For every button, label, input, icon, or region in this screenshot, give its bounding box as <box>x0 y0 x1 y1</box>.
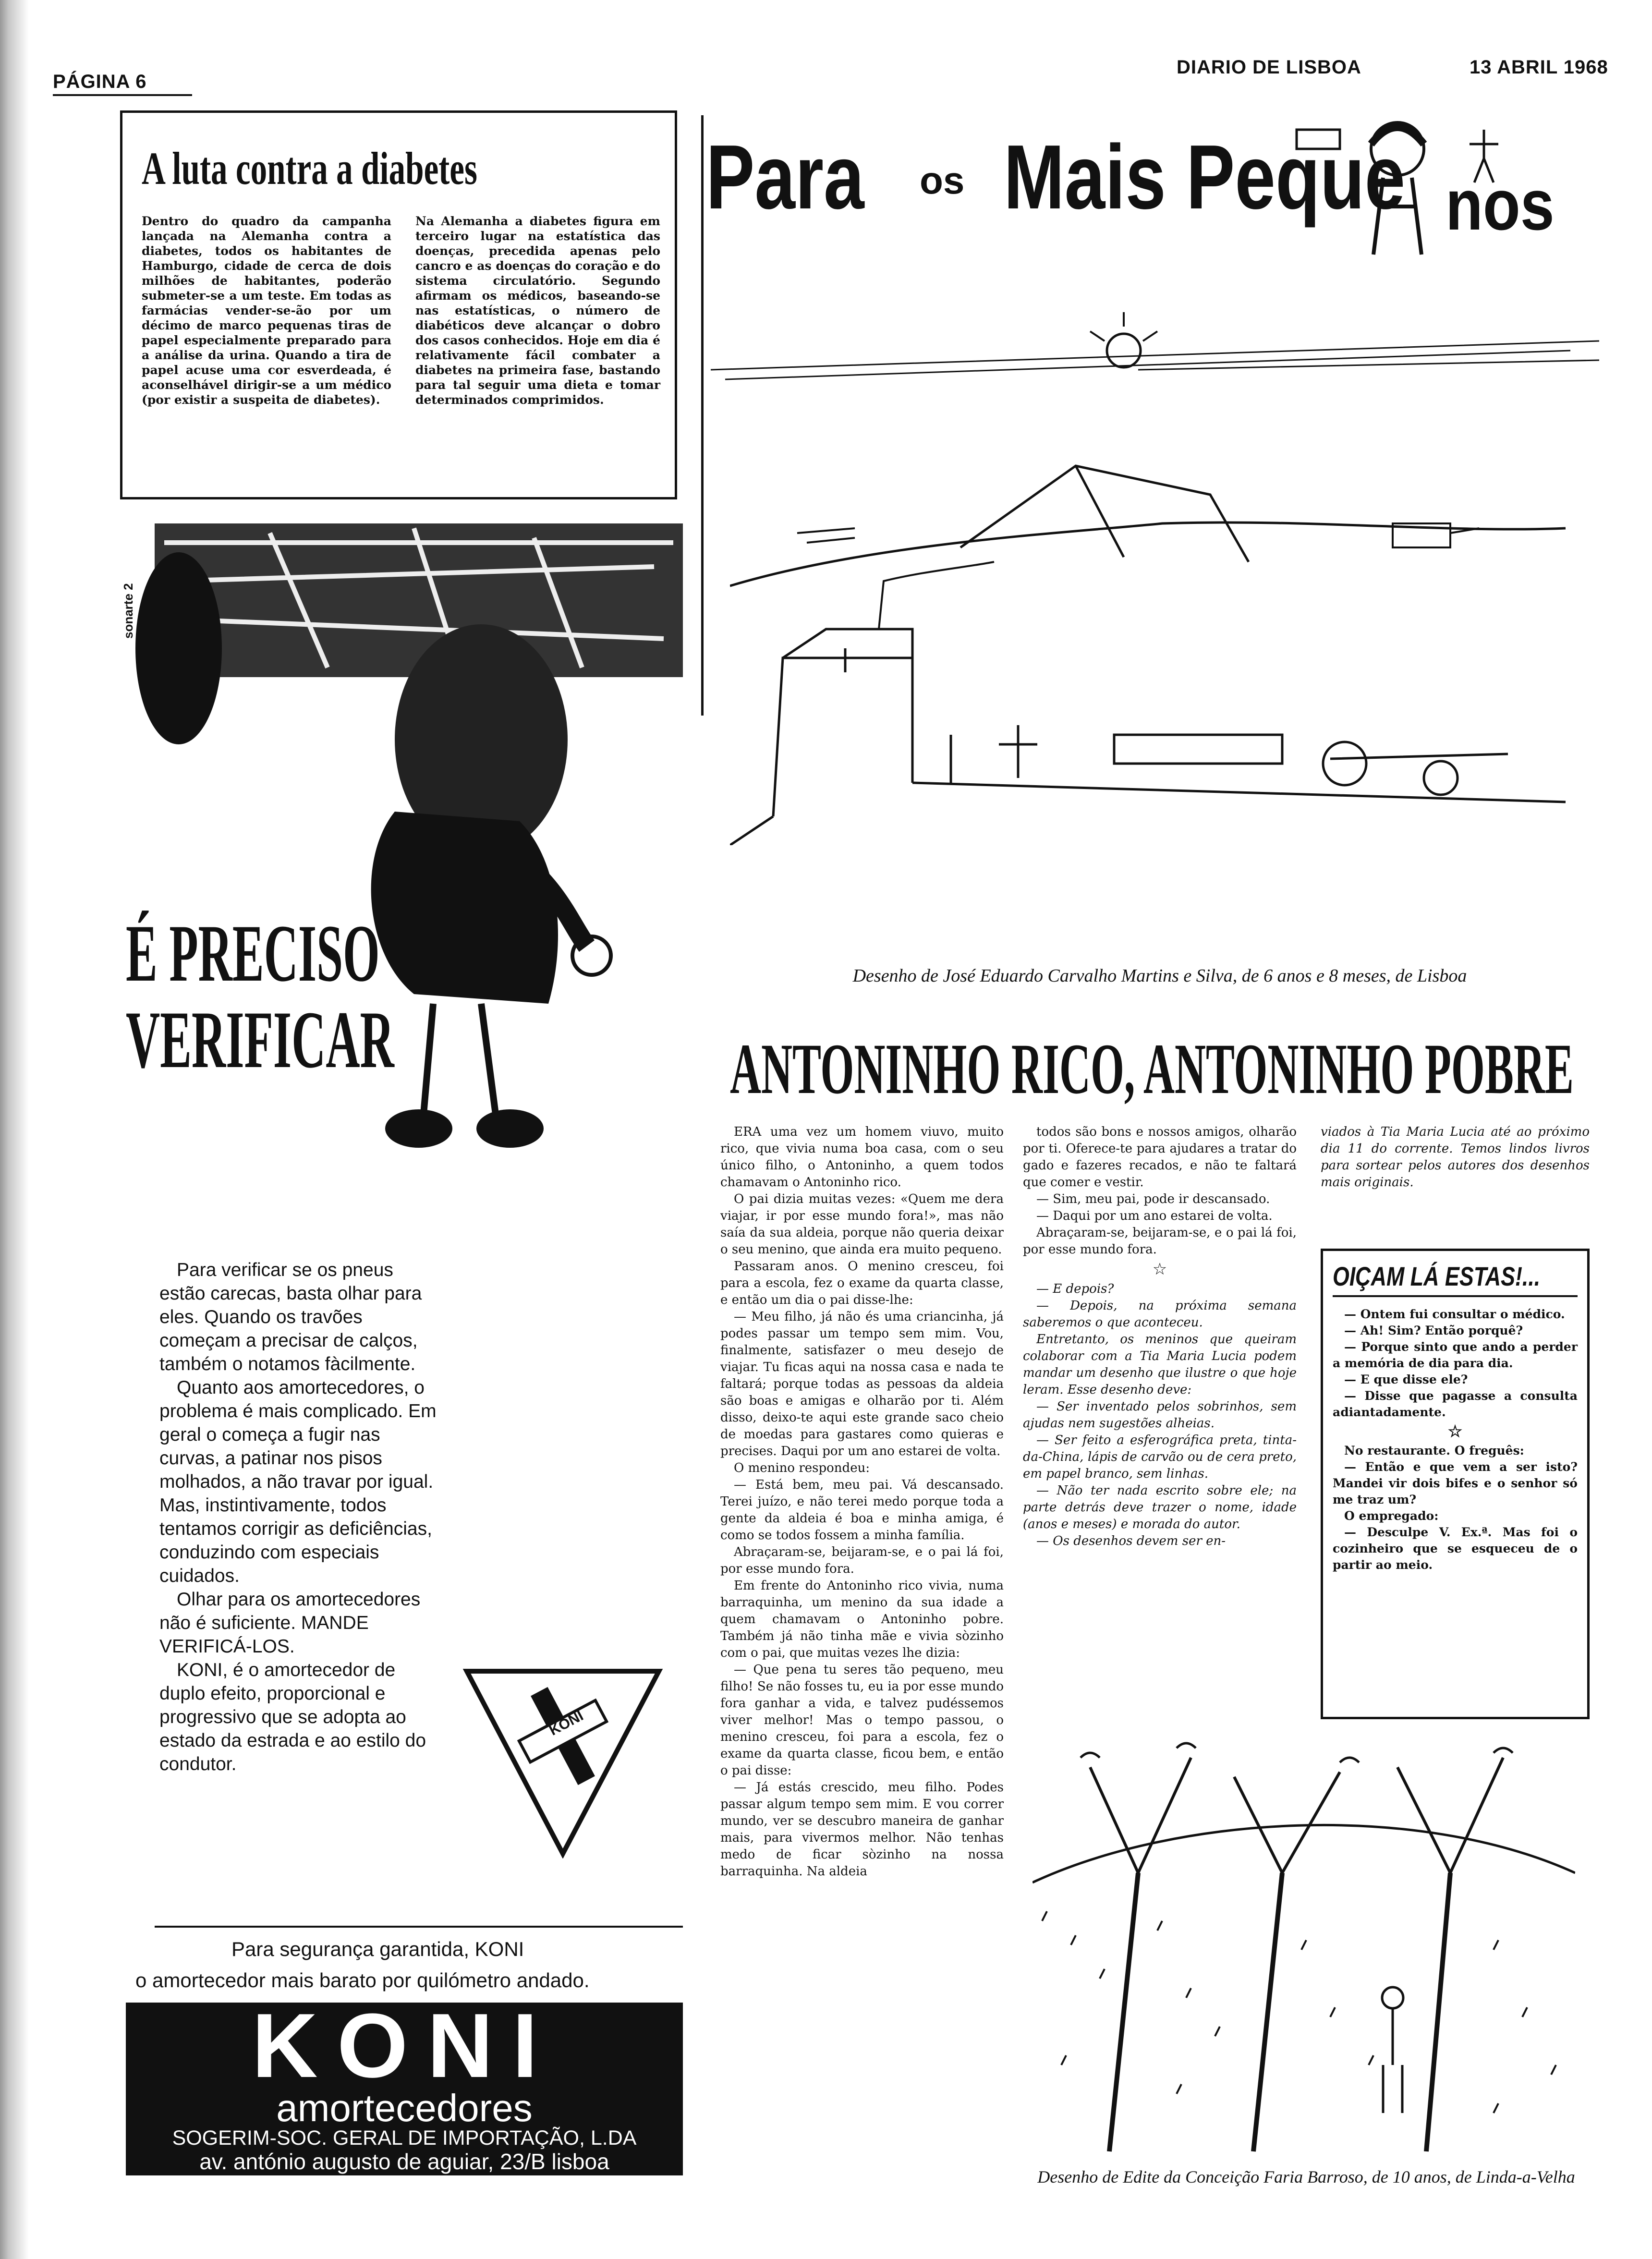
jokes-box <box>1321 1249 1590 1719</box>
story-para: — Está bem, meu pai. Vá descansado. Terei juízo, e não terei medo porque toda a gente da aldeia é boa e minha amiga, é como se todos fossem a minha família. <box>720 1478 1004 1542</box>
shoe-right <box>476 1109 544 1148</box>
smoke-drawing <box>879 562 994 629</box>
story-para: Abraçaram-se, beijaram-se, e o pai lá foi, por esse mundo fora. <box>720 1545 1004 1576</box>
story-para: O pai dizia muitas vezes: «Quem me dera viajar, ir por esse mundo fora!», mas não saía da sua aldeia, porque não queria deixar o seu menino, que ainda era muito pequeno. <box>720 1192 1004 1257</box>
ad-body-para: Quanto aos amortecedores, o problema é mais complicado. Em geral o começa a fugir nas curvas, a patinar nos pisos molhados, a não travar por igual. Mas, instintivamente, todos tentamos corrigir as deficiências, conduzindo com especiais cuidados. <box>159 1377 437 1586</box>
story-para: — Ser inventado pelos sobrinhos, sem ajudas nem sugestões alheias. <box>1023 1399 1297 1431</box>
jokes-body <box>1333 1306 1578 1573</box>
banner-word: Mais <box>1004 126 1166 228</box>
body-drawing <box>371 812 558 1004</box>
banner-word: nos <box>1446 164 1555 245</box>
ad-headline-2: VERIFICAR <box>126 995 394 1085</box>
koni-badge-text: KONI <box>547 1708 586 1739</box>
story-para: ERA uma vez um homem viuvo, muito rico, que vivia numa boa casa, com o seu único filho, o Antoninho, a quem todos chamavam o Antoninho rico. <box>720 1125 1004 1190</box>
story-para: — E depois? <box>1036 1282 1114 1296</box>
diabetes-col-2: Na Alemanha a diabetes figura em terceiro lugar na estatística das doenças, precedida apenas pelo cancro e as doenças do coração e do sistema circulatório. Segundo afirmam os médicos, baseando-se nas estatísticas, o número de diabéticos deve alcançar o dobro dos casos conhecidos. Hoje em dia é relativamente fácil combater a diabetes na primeira fase, bastando para tal seguir uma dieta e tomar determinados comprimidos. <box>415 214 660 407</box>
drawing-caption-2: Desenho de Edite da Conceição Faria Barroso, de 10 anos, de Linda-a-Velha <box>1037 2167 1575 2186</box>
diabetes-col-1: Dentro do quadro da campanha lançada na Alemanha contra a diabetes, todos os habitantes de Hamburgo, cidade de cerca de dois milhões de habitantes, poderão submeter-se a um teste. Em todas as farmácias vender-se-ão por um décimo de marco pequenas tiras de papel especialmente preparado para a análise da urina. Quando a tira de papel acuse uma cor esverdeada, é aconselhável dirigir-se a um médico (por existir a suspeita de diabetes). <box>142 214 391 407</box>
story-para: — Os desenhos devem ser en- <box>1036 1534 1226 1548</box>
star-separator: ☆ <box>1447 1422 1463 1441</box>
sky-scribble <box>706 312 1609 389</box>
leaves-drawing <box>1081 1743 1513 1762</box>
page-number: PÁGINA 6 <box>53 71 147 92</box>
tyre-drawing <box>135 552 222 744</box>
story-para: — Daqui por um ano estarei de volta. <box>1036 1209 1273 1223</box>
story-para: — Sim, meu pai, pode ir descansado. <box>1036 1192 1270 1206</box>
wagon-drawing <box>797 528 855 543</box>
column-rule <box>701 115 704 716</box>
ad-headline-1: É PRECISO <box>126 908 380 998</box>
jokes-title-underline <box>1333 1295 1578 1297</box>
ground-line <box>730 783 1566 845</box>
legs-drawing <box>424 1004 496 1114</box>
story-para: — Depois, na próxima semana saberemos o que aconteceu. <box>1023 1299 1297 1330</box>
joke-line: No restaurante. O freguês: <box>1344 1444 1524 1457</box>
hill-line <box>730 522 1566 586</box>
banner-word: Peque <box>1186 126 1406 228</box>
ad-body-para: KONI, é o amortecedor de duplo efeito, proporcional e progressivo que se adopta ao estado da estrada e ao estilo do condutor. <box>159 1660 426 1774</box>
story-para: Passaram anos. O menino cresceu, foi para a escola, fez o exame da quarta classe, e então um dia o pai disse-lhe: <box>720 1259 1004 1307</box>
ad-slogan-1: Para segurança garantida, KONI <box>231 1938 524 1960</box>
story-column-1 <box>720 1124 1004 1880</box>
ad-slogan-2: o amortecedor mais barato por quilómetro andado. <box>135 1969 590 1992</box>
ad-body <box>159 1258 438 1776</box>
girl-figure <box>1470 130 1498 182</box>
story-para: todos são bons e nossos amigos, olharão por ti. Oferece-te para ajudares a tratar do gado e fazeres recados, e não te faltará que comer e vestir. <box>1023 1125 1297 1190</box>
figure-head <box>1382 1987 1403 2008</box>
tent-drawing <box>960 466 1249 562</box>
banner-word: Para <box>706 126 864 228</box>
header-underline <box>53 94 192 96</box>
joke-line: — E que disse ele? <box>1344 1372 1468 1386</box>
story-para: O menino respondeu: <box>734 1461 870 1475</box>
story-column-2 <box>1023 1124 1297 1550</box>
house-drawing <box>773 629 912 816</box>
carriage-drawing <box>1114 735 1508 764</box>
ad-body-para: Para verificar se os pneus estão carecas, basta olhar para eles. Quando os travões começam a precisar de calços, também o notamos fàcilmente. <box>159 1260 422 1374</box>
story-para: viados à Tia Maria Lucia até ao próximo dia 11 do corrente. Temos lindos livros para sortear pelos autores dos desenhos mais originais. <box>1321 1125 1590 1190</box>
story-para: — Que pena tu seres tão pequeno, meu filho! Se não fosses tu, eu ia por esse mundo fora ganhar a vida, e talvez pudéssemos viver melhor! Mas o tempo passou, o menino cresceu, foi para a escola, fez o exame da quarta classe, ficou bem, e então o pai disse: <box>720 1663 1004 1778</box>
child-drawing-1 <box>730 447 1575 845</box>
people-drawing <box>951 725 1037 783</box>
story-para: Entretanto, os meninos que queiram colaborar com a Tia Maria Lucia podem mandar um desenho que ilustre o que hoje leram. Esse desenho deve: <box>1023 1332 1297 1397</box>
koni-logo: KONI <box>252 1995 557 2097</box>
banner-kids-drawing <box>1273 110 1513 269</box>
badge-triangle <box>467 1671 659 1854</box>
diabetes-title: A luta contra a diabetes <box>142 143 477 194</box>
joke-line: O empregado: <box>1344 1509 1439 1523</box>
jokes-title: OIÇAM LÁ ESTAS!... <box>1333 1261 1541 1291</box>
banner-word: os <box>920 159 965 202</box>
newspaper-name: DIARIO DE LISBOA <box>1177 57 1361 78</box>
tree-trunk <box>1109 1873 1450 2151</box>
ad-address: av. antónio augusto de aguiar, 23/B lisboa <box>199 2149 609 2174</box>
wheel-drawing <box>1323 742 1366 785</box>
story-para: Em frente do Antoninho rico vivia, numa barraquinha, um menino da sua idade a quem chamavam o Antoninho pobre. Também já não tinha mãe e vivia sòzinho com o pai, que muitas vezes lhe dizia: <box>720 1579 1004 1660</box>
ad-illustration <box>126 523 683 1196</box>
story-para: — Já estás crescido, meu filho. Podes passar algum tempo sem mim. E vou correr mundo, ver se descubro maneira de ganhar mais, para vivermos melhor. Não tenhas medo de ficar sòzinho na nossa barraquinha. Na aldeia <box>720 1780 1004 1879</box>
boy-body <box>1373 178 1421 255</box>
koni-ad <box>121 523 683 2175</box>
star-separator: ☆ <box>1152 1260 1167 1279</box>
drawing-caption-1: Desenho de José Eduardo Carvalho Martins e Silva, de 6 anos e 8 meses, de Lisboa <box>852 966 1467 986</box>
story-para: — Meu filho, já não és uma criancinha, já podes passar um tempo sem mim. Vou, finalmente, satisfazer o meu desejo de viajar. Tu ficas aqui na nossa casa e nada te faltará; porque todas as pessoas da aldeia são boas e amigas e olharão por ti. Além disso, deixo-te aqui este grande saco cheio de moedas para gastares como quieras e precises. Daqui por um ano estarei de volta. <box>720 1310 1004 1458</box>
diabetes-article <box>120 110 677 499</box>
story-para: Abraçaram-se, beijaram-se, e o pai lá foi, por esse mundo fora. <box>1023 1226 1297 1257</box>
joke-line: — Ah! Sim? Então porquê? <box>1344 1324 1523 1337</box>
story-title: ANTONINHO RICO, ANTONINHO POBRE <box>730 1029 1574 1109</box>
joke-line: — Ontem fui consultar o médico. <box>1344 1307 1565 1321</box>
figure-body <box>1383 2008 1402 2113</box>
car-drawing <box>1297 130 1340 149</box>
ad-body-para: Olhar para os amortecedores não é suficiente. MANDE VERIFICÁ-LOS. <box>159 1589 421 1657</box>
kids-banner <box>706 110 1609 269</box>
joke-line: — Então e que vem a ser isto? Mandei vir dois bifes e o senhor só me traz um? <box>1333 1460 1578 1506</box>
ad-company: SOGERIM-SOC. GERAL DE IMPORTAÇÃO, L.DA <box>172 2126 637 2150</box>
ad-credit: sonarte 2 <box>121 583 135 639</box>
wheel-drawing <box>1424 761 1458 795</box>
joke-line: — Disse que pagasse a consulta adiantadamente. <box>1333 1389 1578 1419</box>
joke-line: — Desculpe V. Ex.ª. Mas foi o cozinheiro que se esqueceu de o partir ao meio. <box>1333 1525 1578 1572</box>
grass-hatching <box>1042 1911 1556 2113</box>
ad-product: amortecedores <box>276 2087 533 2129</box>
shoe-left <box>385 1109 452 1148</box>
scan-edge <box>0 0 29 2259</box>
joke-line: — Porque sinto que ando a perder a memória de dia para dia. <box>1333 1340 1578 1370</box>
header-date: 13 ABRIL 1968 <box>1470 57 1608 78</box>
koni-badge <box>462 1666 664 1858</box>
tree-branches <box>1090 1758 1503 1873</box>
story-column-3 <box>1321 1124 1590 1191</box>
child-drawing-2 <box>1032 1729 1575 2161</box>
story-para: — Não ter nada escrito sobre ele; na parte detrás deve trazer o nome, idade (anos e meses) e morada do autor. <box>1023 1483 1297 1531</box>
story-para: — Ser feito a esferográfica preta, tinta-da-China, lápis de carvão ou de cera preto, em papel branco, sem linhas. <box>1023 1433 1297 1481</box>
ad-divider <box>155 1926 683 1928</box>
ad-footer <box>126 1995 683 2175</box>
